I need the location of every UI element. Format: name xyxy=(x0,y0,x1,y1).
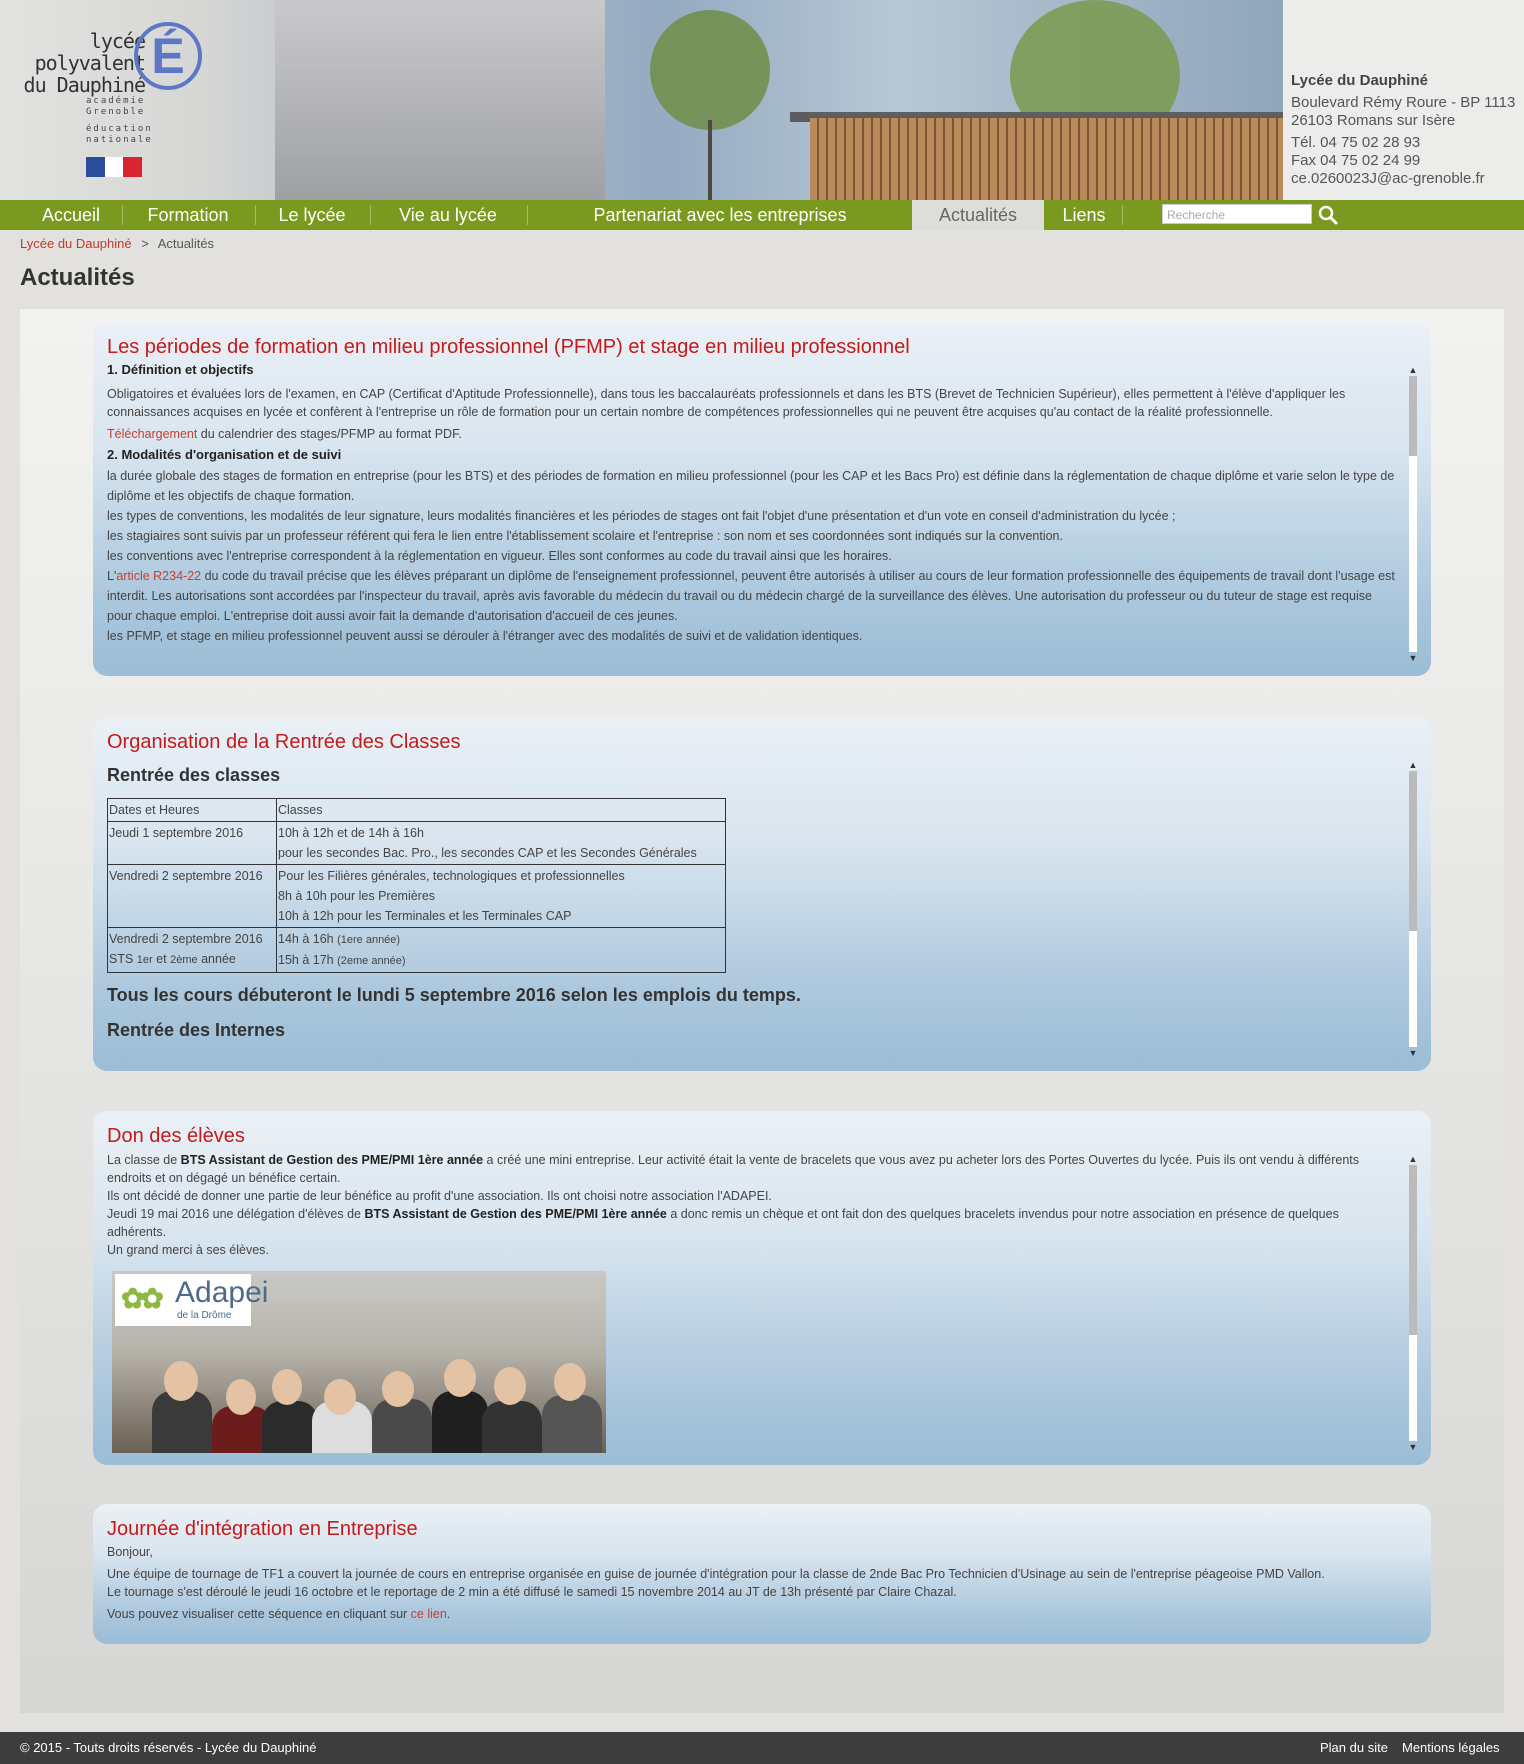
text-span: STS xyxy=(109,952,137,966)
person xyxy=(554,1363,586,1401)
table-row xyxy=(108,865,726,928)
news-scroll-area[interactable] xyxy=(107,765,1417,1061)
header-banner-image xyxy=(0,0,1283,200)
news-card-journee xyxy=(93,1504,1431,1644)
news-scroll-area[interactable] xyxy=(107,1151,1417,1455)
contact-phone: Tél. 04 75 02 28 93 xyxy=(1291,134,1421,151)
paragraph: Le tournage s'est déroulé le jeudi 16 octobre et le reportage de 2 min a été diffusé le samedi 15 novembre 2014 au JT de 13h présenté par Claire Chazal. xyxy=(107,1585,957,1599)
contact-fax: Fax 04 75 02 24 99 xyxy=(1291,152,1421,169)
page-title: Actualités xyxy=(20,264,135,291)
person xyxy=(432,1391,488,1453)
table-header: Classes xyxy=(277,799,726,822)
section-heading: Rentrée des Internes xyxy=(107,1020,286,1040)
scroll-up-icon[interactable]: ▲ xyxy=(1408,365,1418,375)
nav-separator xyxy=(527,205,528,225)
paragraph: Une équipe de tournage de TF1 a couvert la journée de cours en entreprise organisée en guise de journée d'intégration pour la classe de 2nde Bac Pro Technicien d'Usinage au sein de l'entreprise péageoise PMD Vallon. xyxy=(107,1567,1325,1581)
academie-line-2: Grenoble xyxy=(86,107,146,117)
news-title[interactable]: Journée d'intégration en Entreprise xyxy=(107,1518,418,1540)
scroll-up-icon[interactable]: ▲ xyxy=(1408,1154,1418,1164)
banner-building xyxy=(275,0,605,200)
section-heading: Tous les cours débuteront le lundi 5 septembre 2016 selon les emplois du temps. xyxy=(107,985,801,1005)
scrollbar[interactable] xyxy=(1407,759,1419,1059)
nav-item-actualites[interactable]: Actualités xyxy=(912,200,1044,230)
paragraph: Un grand merci à ses élèves. xyxy=(107,1243,269,1257)
download-text: du calendrier des stages/PFMP au format PDF. xyxy=(197,427,462,441)
adapei-logo-sub: de la Drôme xyxy=(177,1310,232,1321)
contact-name: Lycée du Dauphiné xyxy=(1291,72,1428,89)
cell-line: Pour les Filières générales, technologiques et professionnelles xyxy=(278,869,625,883)
nav-separator xyxy=(1122,205,1123,225)
table-cell xyxy=(108,928,277,973)
bold-text: BTS Assistant de Gestion des PME/PMI 1ère année xyxy=(364,1207,667,1221)
scroll-down-icon[interactable]: ▼ xyxy=(1408,653,1418,663)
person xyxy=(482,1401,542,1453)
person xyxy=(324,1379,356,1415)
nav-item-accueil[interactable]: Accueil xyxy=(41,205,101,225)
person xyxy=(262,1401,318,1453)
person xyxy=(382,1371,414,1407)
scroll-down-icon[interactable]: ▼ xyxy=(1408,1442,1418,1452)
section-heading: Rentrée des classes xyxy=(107,765,281,785)
cell-line: 8h à 10h pour les Premières xyxy=(278,889,436,903)
scrollbar[interactable] xyxy=(1407,364,1419,664)
cell-line xyxy=(109,949,275,970)
logo-e-icon: É xyxy=(134,22,202,90)
nav-item-partenariat[interactable]: Partenariat avec les entreprises xyxy=(593,205,847,225)
news-title[interactable]: Don des élèves xyxy=(107,1125,245,1147)
banner-tree-trunk xyxy=(708,120,712,200)
nav-separator xyxy=(370,205,371,225)
cell-line: Vendredi 2 septembre 2016 xyxy=(109,932,263,946)
text-span: Jeudi 19 mai 2016 une délégation d'élèves de xyxy=(107,1207,365,1221)
text-span: La classe de xyxy=(107,1153,181,1167)
cell-line xyxy=(278,929,724,950)
breadcrumb xyxy=(20,236,214,251)
scroll-up-icon[interactable]: ▲ xyxy=(1408,760,1418,770)
text-span: 14h à 16h xyxy=(278,932,338,946)
section-heading: 1. Définition et objectifs xyxy=(107,362,254,377)
table-row xyxy=(108,928,726,973)
banner-facade xyxy=(810,118,1283,200)
text-span: a créé une mini entreprise. Leur activité était la vente de bracelets que vous avez pu acheter lors des Portes Ouvertes du lycée. Puis ils ont vendu à différents endroits et on dégagé un bénéfice certain. xyxy=(107,1153,1360,1185)
download-line xyxy=(107,425,1395,443)
cell-line: 10h à 12h et de 14h à 16h xyxy=(278,826,424,840)
news-card-don xyxy=(93,1111,1431,1465)
list-item: les PFMP, et stage en milieu professionnel peuvent aussi se dérouler à l'étranger avec des modalités de suivi et de validation identiques. xyxy=(107,629,863,643)
legal-link[interactable]: Mentions légales xyxy=(1402,1740,1500,1755)
breadcrumb-current: Actualités xyxy=(157,236,215,251)
paragraph: Ils ont décidé de donner une partie de leur bénéfice au profit d'une association. Ils ont choisi notre association l'ADAPEI. xyxy=(107,1189,772,1203)
person xyxy=(542,1395,602,1453)
download-link[interactable]: Téléchargement xyxy=(107,427,198,441)
nav-item-liens[interactable]: Liens xyxy=(1062,205,1106,225)
cell-line: pour les secondes Bac. Pro., les secondes CAP et les Secondes Générales xyxy=(278,846,697,860)
person xyxy=(372,1399,432,1453)
paragraph xyxy=(107,1605,1417,1623)
adapei-logo xyxy=(115,1274,269,1326)
nav-item-le-lycee[interactable]: Le lycée xyxy=(278,205,346,225)
table-cell xyxy=(277,865,726,928)
breadcrumb-home-link[interactable]: Lycée du Dauphiné xyxy=(20,236,132,251)
person xyxy=(272,1369,302,1405)
search-input[interactable]: Recherche xyxy=(1162,204,1312,224)
section-heading: 2. Modalités d'organisation et de suivi xyxy=(107,447,342,462)
cell-line: 10h à 12h pour les Terminales et les Terminales CAP xyxy=(278,909,572,923)
nav-separator xyxy=(122,205,123,225)
logo-line-2: du Dauphiné xyxy=(23,73,145,97)
list-item: les conventions avec l'entreprise correspondent à la réglementation en vigueur. Elles sont conformes au code du travail ainsi que les horaires. xyxy=(107,549,892,563)
contact-address-1: Boulevard Rémy Roure - BP 1113 xyxy=(1291,94,1516,111)
table-cell: Jeudi 1 septembre 2016 xyxy=(108,822,277,865)
paragraph xyxy=(107,1205,1395,1241)
text-span: année xyxy=(197,952,236,966)
person xyxy=(444,1359,476,1397)
text-span: (2eme année) xyxy=(337,955,406,967)
scrollbar-thumb[interactable] xyxy=(1409,376,1417,456)
text-span: Vous pouvez visualiser cette séquence en cliquant sur xyxy=(107,1607,411,1621)
list-item xyxy=(107,566,1395,626)
list-item: la durée globale des stages de formation en entreprise (pour les BTS) et des périodes de formation en milieu professionnel (pour les CAP et les Bacs Pro) est définie dans la réglementation de chaque diplôme et varie selon le type de diplôme et les objectifs de chaque formation. xyxy=(107,469,1395,503)
ministere-line-2: nationale xyxy=(86,135,153,145)
video-link[interactable]: ce lien xyxy=(410,1607,447,1621)
news-title[interactable]: Organisation de la Rentrée des Classes xyxy=(107,731,461,753)
paragraph: Bonjour, xyxy=(107,1545,153,1559)
banner-tree xyxy=(650,10,770,130)
news-title[interactable]: Les périodes de formation en milieu professionnel (PFMP) et stage en milieu professionnel xyxy=(107,336,910,358)
news-scroll-area[interactable] xyxy=(107,362,1417,666)
contact-address-2: 26103 Romans sur Isère xyxy=(1291,112,1456,129)
adapei-figures-icon: ✿✿ xyxy=(121,1283,160,1314)
scrollbar-thumb[interactable] xyxy=(1409,1165,1417,1335)
table-cell xyxy=(277,928,726,973)
academie-line-1: académie xyxy=(86,96,146,106)
contact-email: ce.0260023J@ac-grenoble.fr xyxy=(1291,170,1485,187)
text-span: et xyxy=(152,952,171,966)
logo-line-1: lycée polyvalent xyxy=(34,29,145,75)
text-span: (1ere année) xyxy=(337,934,401,946)
nav-item-formation[interactable]: Formation xyxy=(147,205,229,225)
list-item: les types de conventions, les modalités de leur signature, leurs modalités financières et les périodes de stages ont fait l'objet d'une présentation et d'un vote en conseil d'administration du lycée ; xyxy=(107,509,1176,523)
person xyxy=(164,1361,198,1401)
cell-line xyxy=(278,950,724,971)
table-header-row xyxy=(108,799,726,822)
site-footer xyxy=(0,1732,1524,1764)
adapei-logo-text: Adapei xyxy=(175,1276,269,1309)
list-item: les stagiaires sont suivis par un professeur référent qui fera le lien entre l'établissement scolaire et l'entreprise : son nom et ses coordonnées sont indiqués sur la convention. xyxy=(107,529,1063,543)
ministere-line-1: éducation xyxy=(86,124,153,134)
news-card-rentree xyxy=(93,717,1431,1071)
table-cell: Vendredi 2 septembre 2016 xyxy=(108,865,277,928)
table-row xyxy=(108,822,726,865)
search-icon[interactable] xyxy=(1318,205,1338,225)
site-header xyxy=(0,0,1524,200)
person xyxy=(226,1379,256,1415)
text-span: 1er xyxy=(136,954,153,966)
sitemap-link[interactable]: Plan du site xyxy=(1320,1740,1388,1755)
copyright: © 2015 - Touts droits réservés - Lycée du Dauphiné xyxy=(20,1740,317,1755)
adapei-photo xyxy=(112,1271,606,1453)
text-span: a donc remis un chèque et ont fait don des quelques bracelets invendus pour notre association en présence de quelques adhérents. xyxy=(107,1207,1339,1239)
text-span: 15h à 17h xyxy=(278,953,338,967)
marianne-flag-icon xyxy=(86,157,142,177)
news-list xyxy=(20,309,1504,1713)
news-card-pfmp xyxy=(93,322,1431,676)
bold-text: BTS Assistant de Gestion des PME/PMI 1ère année xyxy=(180,1153,484,1167)
scroll-down-icon[interactable]: ▼ xyxy=(1408,1048,1418,1058)
rentree-table xyxy=(107,798,726,973)
text-span: 2ème xyxy=(170,954,198,966)
table-header: Dates et Heures xyxy=(108,799,277,822)
academie-label xyxy=(86,96,153,146)
text-span: du code du travail précise que les élèves préparant un diplôme de l'enseignement professionnel, peuvent être autorisés à utiliser au cours de leur formation professionnelle des équipements de travail dont l'usage est interdit. Les autorisations sont accordées par l'inspecteur du travail, après avis favorable du médecin du travail ou du médecin chargé de la surveillance des élèves. Une autorisation du professeur ou du tuteur de stage est requise pour chaque emploi. L'entreprise doit aussi avoir fait la demande d'autorisation d'accueil de ces jeunes. xyxy=(107,569,1395,623)
paragraph xyxy=(107,1151,1395,1187)
text-span: L' xyxy=(107,569,117,583)
article-link[interactable]: article R234-22 xyxy=(116,569,202,583)
paragraph: Obligatoires et évaluées lors de l'examen, en CAP (Certificat d'Aptitude Professionnelle), dans tous les baccalauréats professionnels et dans les BTS (Brevet de Technicien Supérieur), elles permettent à l'élève d'appliquer les connaissances acquises en lycée et confèrent à l'entreprise un rôle de formation pour un certain nombre de compétences professionnelles qui ne peuvent être acquises qu'au contact de la réalité professionnelle. xyxy=(107,387,1346,419)
scrollbar-thumb[interactable] xyxy=(1409,771,1417,931)
breadcrumb-separator: > xyxy=(141,236,149,251)
scrollbar[interactable] xyxy=(1407,1153,1419,1453)
nav-separator xyxy=(255,205,256,225)
table-cell xyxy=(277,822,726,865)
text-span: . xyxy=(446,1607,451,1621)
school-contact xyxy=(1291,72,1521,188)
person xyxy=(494,1367,526,1405)
nav-item-vie-au-lycee[interactable]: Vie au lycée xyxy=(399,205,497,225)
